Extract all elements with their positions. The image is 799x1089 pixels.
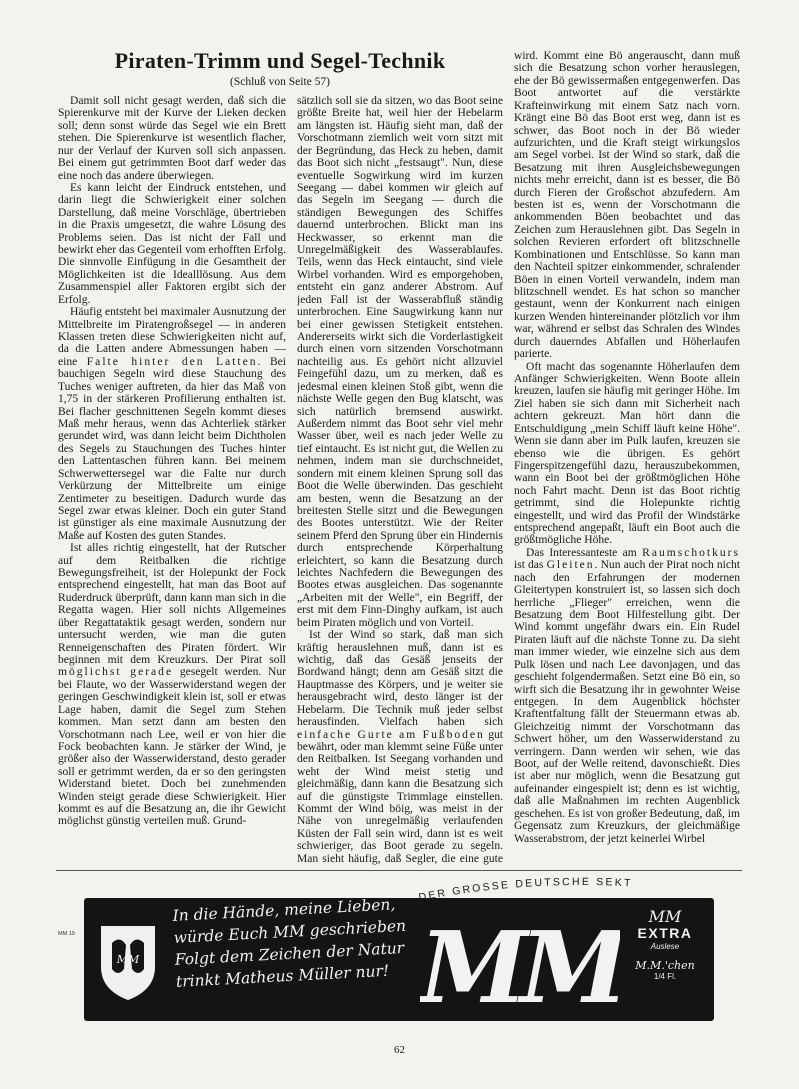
page-number: 62	[394, 1044, 405, 1056]
slogan-line: Folgt dem Zeichen der Natur	[174, 938, 405, 969]
paragraph: Oft macht das sogenannte Höherlaufen dem Anfänger Schwierigkeiten. Wenn Boote allein kreuzen, laufen sie häufig mit geringer Höhe. Im Ziel haben sie sich dann mit Sicherheit nach achtern gekreuzt. Man hört dann die Entschuldigung „mein Schiff läuft keine Höhe". Wenn sie dann aber im Pulk laufen, kreuzen sie ebenso wie die übrigen. Es gehört Fingerspitzengefühl dazu, herauszubekommen, wann ein Boot bei der größtmöglichen Höhe noch Fahrt macht. Denn ist das Boot richtig getrimmt, sind die Holepunkte richtig eingestellt, und wird das Profil der Windstärke entsprechend angepaßt, läuft ein Boot auch die größtmögliche Höhe.	[514, 360, 740, 547]
paragraph: Es kann leicht der Eindruck entstehen, und darin liegt die Schwierigkeit einer solchen Darstellung, daß meine Vorschläge, übertrieben in die Praxis umgesetzt, die wahre Lösung des Problems seien. Das ist nicht der Fall und bewirkt eher das Gegenteil vom erhofften Erfolg. Die sinnvolle Einfügung in die Gesamtheit der Möglichkeiten ist die Idealllösung. Aus dem Zusammenspiel aller Faktoren ergibt sich der Erfolg.	[58, 181, 286, 306]
ad-code: MM 19	[58, 931, 75, 937]
slogan-line: würde Euch MM geschrieben	[173, 916, 407, 947]
slogan-line: In die Hände, meine Lieben,	[172, 895, 396, 925]
article-subtitle: (Schluß von Seite 57)	[230, 76, 330, 88]
extra-text: EXTRA	[637, 925, 693, 941]
paragraph: Ist alles richtig eingestellt, hat der Rutscher auf dem Reitbalken die richtige Bewegungsfreiheit, ist der Holepunkt der Fock entsprechend eingestellt, hat man das Boot auf Ruderdruck überprüft, dann kann man sich in die Regatta wagen. Hier soll nichts Allgemeines über Regattataktik gesagt werden, sondern nur untersucht werden, wie man die guten Renneigenschaften des Piraten fördert. Wir beginnen mit dem Kreuzkurs. Der Pirat soll möglichst gerade gesegelt werden. Nur bei Flaute, wo der Wasserwiderstand wegen der geringen Geschwindigkeit klein ist, soll er etwas Lage haben, damit die Segel zum Stehen kommen. Man setzt dann am besten den Vorschotmann nach Lee, weil er von hier die Fock beobachten kann. Je stärker der Wind, je größer also der Wasserwiderstand, desto gerader soll er getrimmt werden, da er so den geringsten Widerstand bietet. Doch bei zunehmenden Winden steigt gerade diese Schwierigkeit. Hier kommt es auf die Besatzung an, die ihr Gewicht möglichst günstig verteilen muß. Grund-	[58, 542, 286, 828]
svg-text:MM: MM	[420, 916, 620, 1016]
spaced-emphasis: möglichst gerade	[58, 666, 174, 679]
extra-label	[620, 908, 710, 982]
paragraph: wird. Kommt eine Bö angerauscht, dann muß sich die Besatzung schon vorher herauslegen, ehe der Bö gewissermaßen entgegenwerfen. Das Boot antwortet auf die verstärkte Krafteinwirkung mit einem Satz nach vorn. Krängt eine Bö das Boot erst weg, dann ist es schwer, das Boot noch in der Bö wieder aufzurichten, und die Kraft steigt wirkungslos am Segel vorbei. Ist der Wind so stark, daß die Besatzung mit ihren Ausgleichsbewegungen nichts mehr erreicht, dann ist es besser, die Bö durch Fieren der Großschot abzufedern. Am besten ist es, wenn der Vorschotmann die ankommenden Böen beobachtet und das Zeichen zum Herauslehnen gibt. Das Segeln in solchen Revieren erfordert oft blitzschnelle Kombinationen und Entschlüsse. So kann man den Nachteil spitzer einkommender, schralender Böen in einen Vorteil verwandeln, indem man blitzschnell wendet. Es hat schon so mancher gestaunt, wenn der Konkurrent nach einigen kurzen Wenden hintereinander plötzlich vor ihm war, während er selbst das Schralen des Windes durch dauerndes Abfallen und Höherlaufen parierte.	[514, 50, 740, 361]
slogan-line: trinkt Matheus Müller nur!	[175, 961, 390, 991]
mm-chen-text: M.M.'chen	[635, 959, 695, 972]
article-column-1	[58, 95, 286, 865]
article-column-2	[297, 95, 503, 865]
mm-brand-logo	[420, 916, 620, 1016]
auslese-text: Auslese	[650, 942, 680, 951]
spaced-emphasis: einfache Gurte am Fußboden	[297, 728, 485, 741]
spaced-emphasis: Raumschotkurs	[642, 546, 740, 559]
bottle-size-text: 1/4 Fl.	[653, 972, 677, 981]
spaced-emphasis: Gleiten	[546, 559, 595, 572]
side-mm-mark: MM	[648, 907, 682, 926]
ad-slogan	[172, 892, 416, 992]
paragraph: Ist der Wind so stark, daß man sich kräftig herauslehnen muß, dann ist es wichtig, daß das Gesäß jenseits der Bordwand hängt; denn am Gesäß sitzt die Hauptmasse des Körpers, und je weiter sie herausgebracht wird, desto länger ist der Hebelarm. Die Technik muß jeder selbst herausfinden. Vielfach haben sich einfache Gurte am Fußboden gut bewährt, oder man klemmt seine Füße unter den Reitbalken. Ist Seegang vorhanden und weht der Wind meist stetig und gleichmäßig, dann kann die Besatzung sich auf die günstigste Trimmlage einstellen. Kommt der Wind böig, was meist in der Nähe von unregelmäßig verlaufenden Küsten der Fall sein wird, dann ist es weit schwieriger, das Boot gerade zu segeln. Man sieht häufig, daß Segler, die eine gute	[297, 629, 503, 865]
spaced-emphasis: Falte hinter den Latten	[86, 355, 258, 368]
ad-arc-heading	[395, 870, 785, 906]
svg-text:MM: MM	[116, 953, 140, 966]
article-column-3	[514, 50, 740, 865]
paragraph: Das Interessanteste am Raumschotkurs ist das Gleiten. Nun auch der Pirat noch nicht nach den Erfahrungen der modernen Gleitertypen konstruiert ist, so lassen sich doch herrliche „Flieger" erreichen, wenn die Besatzung dem Boot Hilfestellung gibt. Der Wind kommt ungefähr dwars ein. Ein Rudel Piraten läuft auf die nächste Tonne zu. Da sieht man immer wieder, wie einzelne sich aus dem Pulk lösen und nach Lee davonjagen, und das geschieht folgendermaßen. Setzt eine Bö ein, so wirft sich die Besatzung ihr in gewohnter Weise entgegen. In dem Augenblick höchster Kraftentfaltung fällt der Steuermann etwas ab. Gleichzeitig nimmt der Vorschotmann das Schwert höher, um den Wasserwiderstand zu verringern. Dann werden wir sehen, wie das Boot, auf der Welle reitend, davonschießt. Dies ist aber nur möglich, wenn die Besatzung gut aufeinander eingespielt ist; denn es ist wichtig, daß alle Maßnahmen im rechten Augenblick geschehen. Es ist von großer Bedeutung, daß, im Gegensatz zum Kreuzkurs, der gleichmäßige Wasserabstrom, der jetzt keinerlei Wirbel	[514, 546, 740, 845]
paragraph: sätzlich soll sie da sitzen, wo das Boot seine größte Breite hat, weil hier der Hebelarm am längsten ist. Häufig sieht man, daß der Vorschotmann ziemlich weit vorn sitzt mit der Begründung, das Heck zu heben, damit das Boot sich nicht „festsaugt". Nun, diese eventuelle Sogwirkung wird im kurzen Seegang — dabei kommen wir gleich auf das Segeln im Seegang — durch die ständigen Bewegungen des Schiffes dauernd unterbrochen. Blickt man ins Heckwasser, so erkennt man die Unregelmäßigkeit des Wasserablaufes. Teils, wenn das Heck eintaucht, sind viele Wirbel vorhanden. Wird es emporgehoben, entsteht ein ganz anderer Abstrom. Auf jeden Fall ist der Wasserabfluß ständig unterbrochen. Eine Saugwirkung kann nur bei einer gewissen Stetigkeit entstehen. Andererseits wirkt sich die Vorderlastigkeit durch einen vorn sitzenden Vorschotmann nachteilig aus. Es gehört nicht allzuviel Feingefühl dazu, um zu merken, daß es jedesmal einen kleinen Stoß gibt, wenn die nächste Welle gegen den Bug klatscht, was sich natürlich bremsend auswirkt. Außerdem nimmt das Boot sehr viel mehr Wasser über, weil es nach jeder Welle zu tief eintaucht. Es ist nicht gut, die Wellen zu nehmen, indem man sie durchschneidet, sondern mit einem kleinen Sprung soll das Boot die Welle überwinden. Das geschieht am besten, wenn die Besatzung an der breitesten Stelle sitzt und die Bewegungen des Bootes unterstützt. Wie der Reiter seinem Pferd den Sprung über ein Hindernis durch entsprechende Körperhaltung erleichtert, so kann die Besatzung durch leichtes Nachfedern die Bewegungen des Bootes etwas ausgleichen. Das sogenannte „Arbeiten mit der Welle", ein Begriff, der erst mit dem Finn-Dinghy aufkam, ist auch beim Piraten möglich und von Vorteil.	[297, 95, 503, 629]
svg-text:DER GROSSE DEUTSCHE SEKT	[418, 876, 633, 904]
hands-shield-icon	[98, 923, 158, 1001]
paragraph: Häufig entsteht bei maximaler Ausnutzung der Mittelbreite im Piratengroßsegel — in anderen Klassen treten diese Schwierigkeiten nicht auf, da die Latten andere Abmessungen haben — eine Falte hinter den Latten. Bei bauchigen Segeln wird diese Stauchung des Tuches weniger auftreten, da hier das Maß von 1,75 in der stärkeren Profilierung enthalten ist. Bei flacher geschnittenen Segeln kommt dieses Maß mehr heraus, wenn das Achterliek stärker gerundet wird, was dann leicht beim Dichtholen des Segels zu Stauchungen des Tuches hinter den Lattentaschen führen kann. Bei meinem Schwerwettersegel war die Falte nur durch Verkürzung der Mittelbreite um einige Zentimeter zu beseitigen. Dadurch wurde das Segel zwar etwas kleiner. Doch ein guter Stand ist günstiger als eine maximale Ausnutzung der Maße auf Kosten des guten Standes.	[58, 306, 286, 542]
ad-arc-text: DER GROSSE DEUTSCHE SEKT	[417, 875, 633, 904]
paragraph: Damit soll nicht gesagt werden, daß sich die Spierenkurve mit der Kurve der Lieken decken soll; denn sonst würde das Segel wie ein Brett stehen. Die Spierenkurve ist wesentlich flacher, nur der Verlauf der Kurven soll sich anpassen. Bei einem gut getrimmten Boot darf weder das eine noch das andere überwiegen.	[58, 95, 286, 182]
article-title: Piraten-Trimm und Segel-Technik	[114, 48, 446, 73]
